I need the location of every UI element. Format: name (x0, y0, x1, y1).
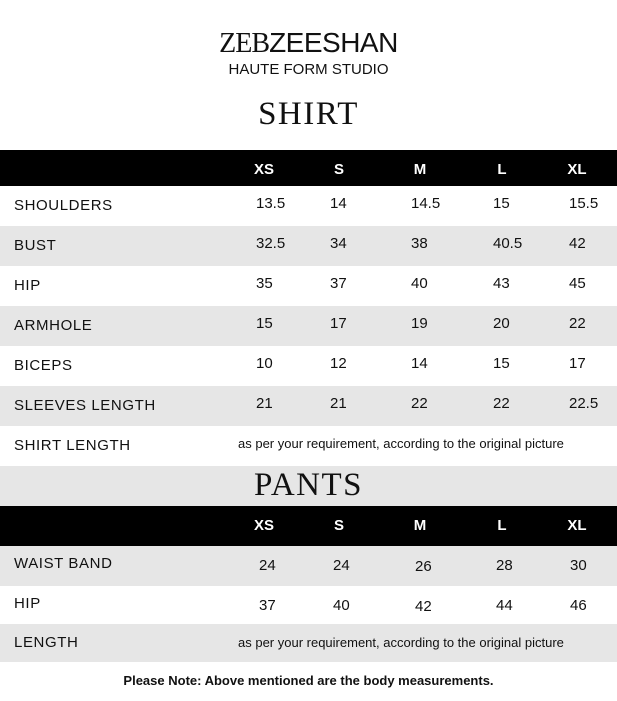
value-l: 28 (496, 557, 513, 574)
value-xs: 35 (256, 275, 273, 292)
value-m: 42 (415, 598, 432, 615)
value-xl: 22.5 (569, 395, 599, 412)
brand-tagline: HAUTE FORM STUDIO (228, 61, 389, 78)
pants-size-header (0, 506, 617, 546)
row-label: HIP (14, 595, 41, 612)
length-note: as per your requirement, according to the original picture (238, 436, 564, 451)
table-row (0, 186, 617, 226)
value-l: 15 (493, 195, 510, 212)
table-row (0, 586, 617, 626)
table-row (0, 306, 617, 346)
value-xs: 37 (259, 597, 276, 614)
value-xl: 22 (569, 315, 586, 332)
length-note: as per your requirement, according to the original picture (238, 635, 564, 650)
value-xl: 42 (569, 235, 586, 252)
value-m: 38 (411, 235, 428, 252)
value-xs: 21 (256, 395, 273, 412)
shirt-size-header (0, 150, 617, 190)
value-s: 40 (333, 597, 350, 614)
size-m: M (413, 161, 427, 178)
value-m: 14 (411, 355, 428, 372)
row-label: SHIRT LENGTH (14, 437, 131, 454)
value-m: 26 (415, 558, 432, 575)
value-xl: 45 (569, 275, 586, 292)
row-label: LENGTH (14, 634, 79, 651)
value-xl: 17 (569, 355, 586, 372)
shirt-title: SHIRT (258, 96, 359, 132)
value-s: 14 (330, 195, 347, 212)
table-row (0, 266, 617, 306)
table-row (0, 226, 617, 266)
row-label: SLEEVES LENGTH (14, 397, 156, 414)
value-l: 15 (493, 355, 510, 372)
row-label: HIP (14, 277, 41, 294)
footer-note: Please Note: Above mentioned are the body measurements. (123, 673, 494, 688)
value-xl: 30 (570, 557, 587, 574)
table-row (0, 386, 617, 426)
value-m: 19 (411, 315, 428, 332)
value-s: 24 (333, 557, 350, 574)
size-s: S (333, 161, 345, 178)
value-s: 17 (330, 315, 347, 332)
value-s: 12 (330, 355, 347, 372)
value-m: 22 (411, 395, 428, 412)
size-l: L (497, 517, 507, 534)
value-s: 21 (330, 395, 347, 412)
table-row (0, 346, 617, 386)
size-m: M (413, 517, 427, 534)
value-l: 20 (493, 315, 510, 332)
value-m: 40 (411, 275, 428, 292)
value-xs: 10 (256, 355, 273, 372)
row-label: SHOULDERS (14, 197, 113, 214)
pants-title: PANTS (254, 467, 363, 503)
row-label: BUST (14, 237, 57, 254)
value-s: 34 (330, 235, 347, 252)
size-xs: XS (253, 161, 275, 178)
size-xs: XS (253, 517, 275, 534)
value-l: 40.5 (493, 235, 523, 252)
size-xl: XL (567, 517, 587, 534)
value-xs: 24 (259, 557, 276, 574)
table-row (0, 546, 617, 586)
row-label: ARMHOLE (14, 317, 93, 334)
row-label: BICEPS (14, 357, 73, 374)
value-xl: 15.5 (569, 195, 599, 212)
table-row (0, 624, 617, 662)
value-l: 43 (493, 275, 510, 292)
value-xl: 46 (570, 597, 587, 614)
value-xs: 13.5 (256, 195, 286, 212)
size-s: S (333, 517, 345, 534)
table-row (0, 426, 617, 466)
value-xs: 32.5 (256, 235, 286, 252)
row-label: WAIST BAND (14, 555, 113, 572)
value-m: 14.5 (411, 195, 441, 212)
brand-logo (0, 27, 617, 79)
value-xs: 15 (256, 315, 273, 332)
brand-zeb: ZEB (219, 28, 270, 59)
value-l: 22 (493, 395, 510, 412)
size-l: L (497, 161, 507, 178)
value-l: 44 (496, 597, 513, 614)
size-xl: XL (567, 161, 587, 178)
brand-name (0, 27, 617, 60)
value-s: 37 (330, 275, 347, 292)
brand-zeeshan: ZEESHAN (269, 27, 398, 58)
